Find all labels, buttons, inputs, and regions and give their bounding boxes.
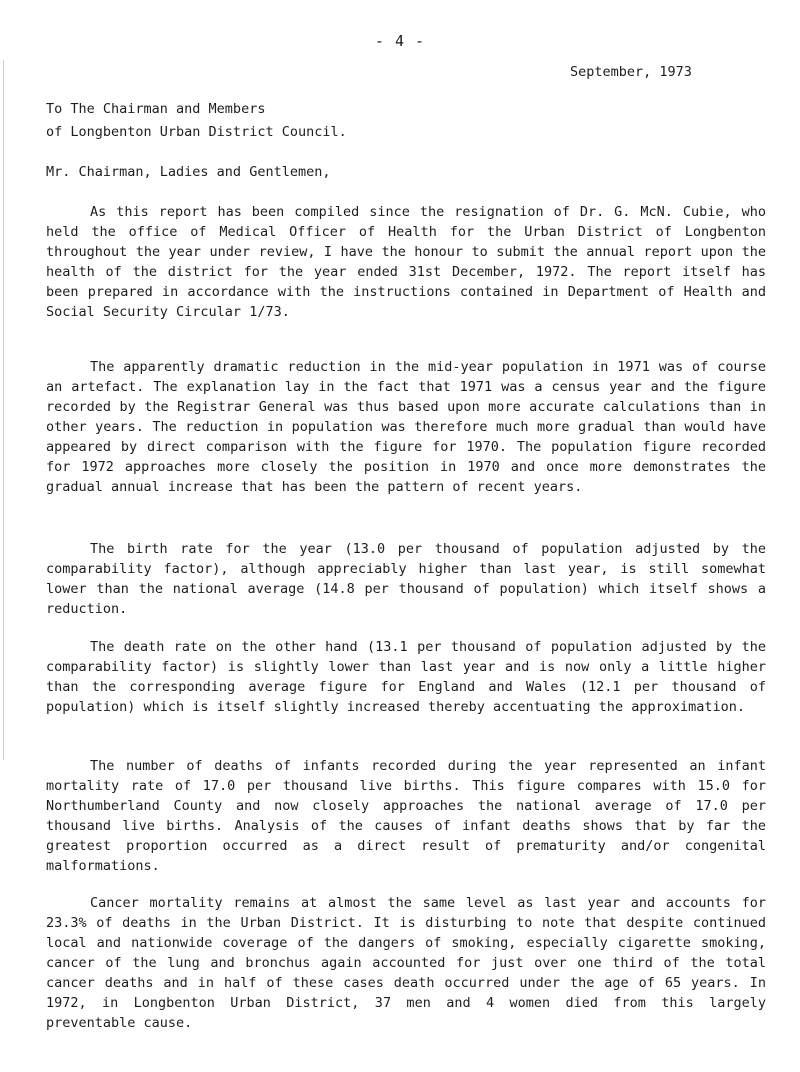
page-edge-shadow <box>3 60 4 760</box>
paragraph-cancer-mortality: Cancer mortality remains at almost the same level as last year and accounts for 23.3% of deaths in the Urban District. It is disturbing to note that despite continued local and nationwide coverage of the dangers of smoking, especially cigarette smoking, cancer of the lung and bronchus again accounted for just over one third of the total cancer deaths and in half of these cases death occurred under the age of 65 years. In 1972, in Longbenton Urban District, 37 men and 4 women died from this largely preventable cause. <box>46 895 766 1031</box>
paragraph-infant-mortality: The number of deaths of infants recorded during the year represented an infant mortality rate of 17.0 per thousand live births. This figure compares with 15.0 for Northumberland County and now closely approaches the national average of 17.0 per thousand live births. Analysis of the causes of infant deaths shows that by far the greatest proportion occurred as a direct result of prematurity and/or congenital malformations. <box>46 758 766 874</box>
addressee-line-1: To The Chairman and Members <box>46 101 266 117</box>
letter-date: September, 1973 <box>570 64 692 80</box>
page-number: - 4 - <box>374 32 426 50</box>
addressee-block <box>46 98 347 144</box>
salutation: Mr. Chairman, Ladies and Gentlemen, <box>46 164 331 180</box>
paragraph-birth-rate: The birth rate for the year (13.0 per thousand of population adjusted by the comparability factor), although appreciably higher than last year, is still somewhat lower than the national average (14.8 per thousand of population) which itself shows a reduction. <box>46 541 766 617</box>
paragraph-population: The apparently dramatic reduction in the mid-year population in 1971 was of course an artefact. The explanation lay in the fact that 1971 was a census year and the figure recorded by the Registrar General was thus based upon more accurate calculations than in other years. The reduction in population was therefore much more gradual than would have appeared by direct comparison with the figure for 1970. The population figure recorded for 1972 approaches more closely the position in 1970 and once more demonstrates the gradual annual increase that has been the pattern of recent years. <box>46 359 766 495</box>
paragraph-death-rate: The death rate on the other hand (13.1 per thousand of population adjusted by the comparability factor) is slightly lower than last year and is now only a little higher than the corresponding average figure for England and Wales (12.1 per thousand of population) which is itself slightly increased thereby accentuating the approximation. <box>46 639 766 715</box>
paragraph-introduction: As this report has been compiled since the resignation of Dr. G. McN. Cubie, who held the office of Medical Officer of Health for the Urban District of Longbenton throughout the year under review, I have the honour to submit the annual report upon the health of the district for the year ended 31st December, 1972. The report itself has been prepared in accordance with the instructions contained in Department of Health and Social Security Circular 1/73. <box>46 204 766 320</box>
addressee-line-2: of Longbenton Urban District Council. <box>46 124 347 140</box>
